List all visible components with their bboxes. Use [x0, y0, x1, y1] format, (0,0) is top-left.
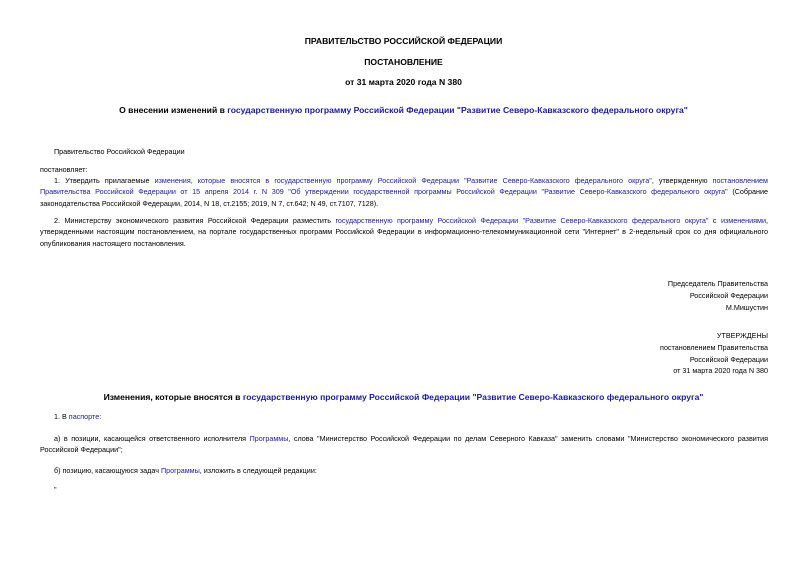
item2-text-3: , утвержденными настоящим постановлением, на портале государственных программ Российской Федерации в информационно-телекоммуникационной сети "Интернет" в 2-недельный срок со дня официального опубликования настоящего постановления. [40, 216, 769, 248]
changes-title [0, 392, 807, 402]
subitem-b-text-1: б) позицию, касающуюся задач [54, 466, 161, 475]
opening-quote: " [54, 485, 57, 494]
title-program-link[interactable]: государственную программу Российской Федерации "Развитие Северо-Кавказского федерального округа" [227, 105, 688, 115]
approval-by: постановлением Правительства [660, 342, 768, 352]
changes-subitem-a [40, 433, 768, 456]
title-prefix: О внесении изменений в [119, 105, 228, 115]
subitem-a-program-link[interactable]: Программы [249, 434, 289, 443]
paragraph-item-2 [40, 215, 768, 249]
changes-title-prefix: Изменения, которые вносятся в [103, 392, 243, 402]
changes-subitem-b [54, 466, 317, 475]
changes-program-link[interactable]: государственную программу Российской Федерации "Развитие Северо-Кавказского федерального округа" [242, 392, 704, 402]
signature-position: Председатель Правительства [667, 279, 768, 288]
approval-organization: Российской Федерации [689, 354, 768, 364]
government-heading: ПРАВИТЕЛЬСТВО РОССИЙСКОЙ ФЕДЕРАЦИИ [304, 36, 503, 46]
item2-text-1: 2. Министерству экономического развития Российской Федерации разместить [54, 216, 336, 225]
document-title [0, 105, 807, 115]
document-type: ПОСТАНОВЛЕНИЕ [364, 57, 443, 67]
changes-item1-prefix: 1. В [54, 412, 69, 421]
item1-text-1: 1. Утвердить прилагаемые [54, 176, 155, 185]
signature-name: М.Мишустин [725, 302, 768, 312]
preamble-actor: Правительство Российской Федерации [54, 147, 185, 156]
item2-changes-link[interactable]: изменениями [720, 216, 767, 225]
subitem-b-program-link[interactable]: Программы [160, 466, 200, 475]
document-date-number: от 31 марта 2020 года N 380 [345, 77, 462, 87]
item2-text-2: с [708, 216, 721, 225]
item1-text-3: (Собрание законодательства Российской Федерации, 2014, N 18, ст.2155; 2019, N 7, ст.642; N 49, ст.7107, 7128). [40, 187, 768, 208]
paragraph-item-1 [40, 175, 768, 209]
changes-item1-suffix: : [99, 412, 102, 421]
item1-text-2: , утвержденную [651, 176, 713, 185]
approval-date: от 31 марта 2020 года N 380 [673, 366, 768, 376]
subitem-a-text-2: , слова "Министерство Российской Федерации по делам Северного Кавказа" заменить словами "Министерство экономического развития Российской Федерации"; [40, 434, 768, 455]
subitem-a-text-1: а) в позиции, касающейся ответственного исполнителя [54, 434, 250, 443]
preamble-decree: постановляет: [40, 165, 88, 174]
passport-link[interactable]: паспорте [68, 412, 100, 421]
approval-block [660, 330, 768, 377]
approval-label: УТВЕРЖДЕНЫ [716, 331, 768, 340]
changes-item-1 [54, 412, 101, 421]
signature-organization: Российской Федерации [689, 290, 768, 300]
signature-block [668, 278, 768, 313]
subitem-b-text-2: , изложить в следующей редакции: [199, 466, 317, 475]
item1-resolution-link[interactable]: постановлением Правительства Российской Федерации от 15 апреля 2014 г. N 309 "Об утверждении государственной программы Российской Федерации "Развитие Северо-Кавказского федерального округа" [40, 176, 768, 197]
item2-program-link[interactable]: государственную программу Российской Федерации "Развитие Северо-Кавказского федерального округа" [335, 216, 709, 225]
item1-changes-link[interactable]: изменения, которые вносятся в государственную программу Российской Федерации "Развитие Северо-Кавказского федерального округа" [154, 176, 652, 185]
